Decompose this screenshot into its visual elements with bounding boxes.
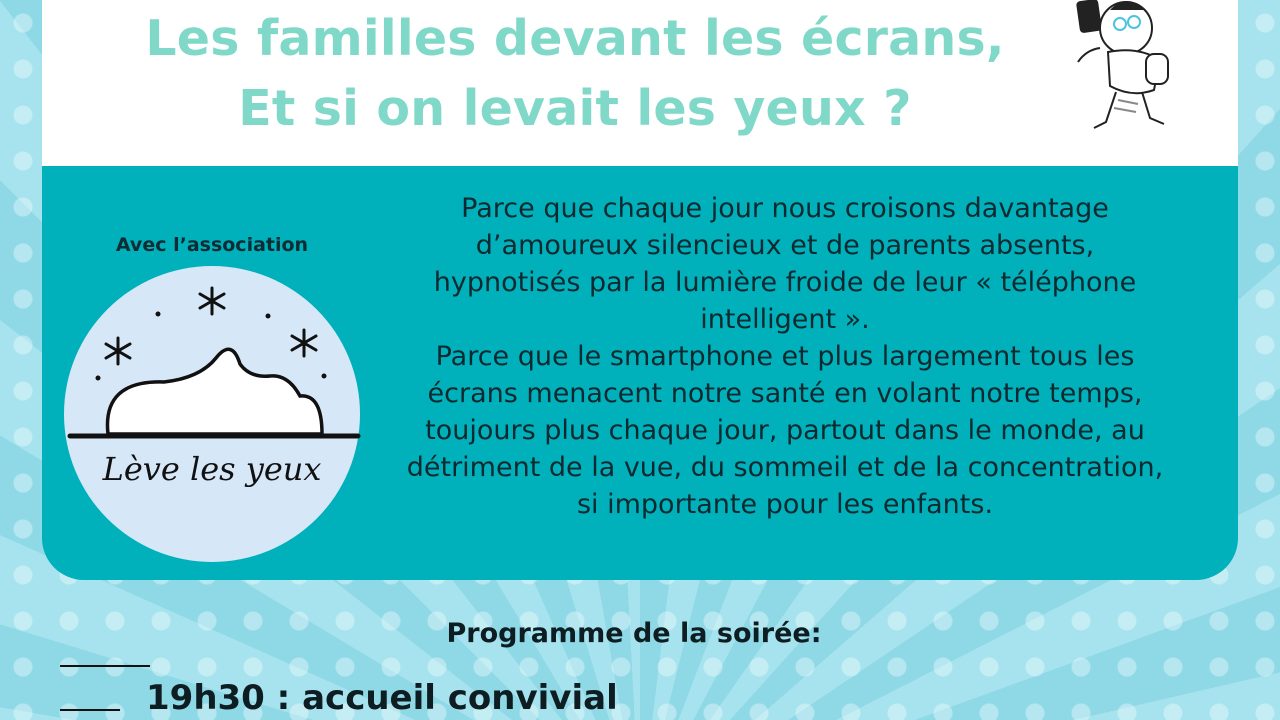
description-line: d’amoureux silencieux et de parents absents, (475, 230, 1095, 261)
child-looking-at-phone-illustration (1038, 0, 1198, 140)
description-line: écrans menacent notre santé en volant notre temps, (427, 378, 1143, 409)
description-line: intelligent ». (700, 304, 870, 335)
description-line: si importante pour les enfants. (576, 489, 994, 520)
description-line: toujours plus chaque jour, partout dans le monde, au (425, 415, 1145, 446)
page-title-line-1: Les familles devant les écrans, (145, 10, 1005, 67)
description-line: détriment de la vue, du sommeil et de la concentration, (406, 452, 1164, 483)
programme-item: 19h30 : accueil convivial (146, 678, 618, 718)
description-line: Parce que chaque jour nous croisons davantage (461, 193, 1109, 224)
header-card (42, 0, 1238, 166)
description-line: Parce que le smartphone et plus largement tous les (435, 341, 1135, 372)
programme-rule-top (60, 665, 150, 667)
association-label: Avec l’association (115, 234, 309, 256)
logo-text: Lève les yeux (102, 450, 322, 488)
description-line: hypnotisés par la lumière froide de leur « téléphone (433, 267, 1137, 298)
info-card (42, 166, 1238, 580)
page-title-line-2: Et si on levait les yeux ? (238, 80, 912, 137)
cloud-mountain-logo (62, 264, 362, 564)
programme-rule-bottom (60, 709, 120, 711)
programme-title: Programme de la soirée: (446, 618, 822, 649)
description-text (360, 190, 1210, 523)
